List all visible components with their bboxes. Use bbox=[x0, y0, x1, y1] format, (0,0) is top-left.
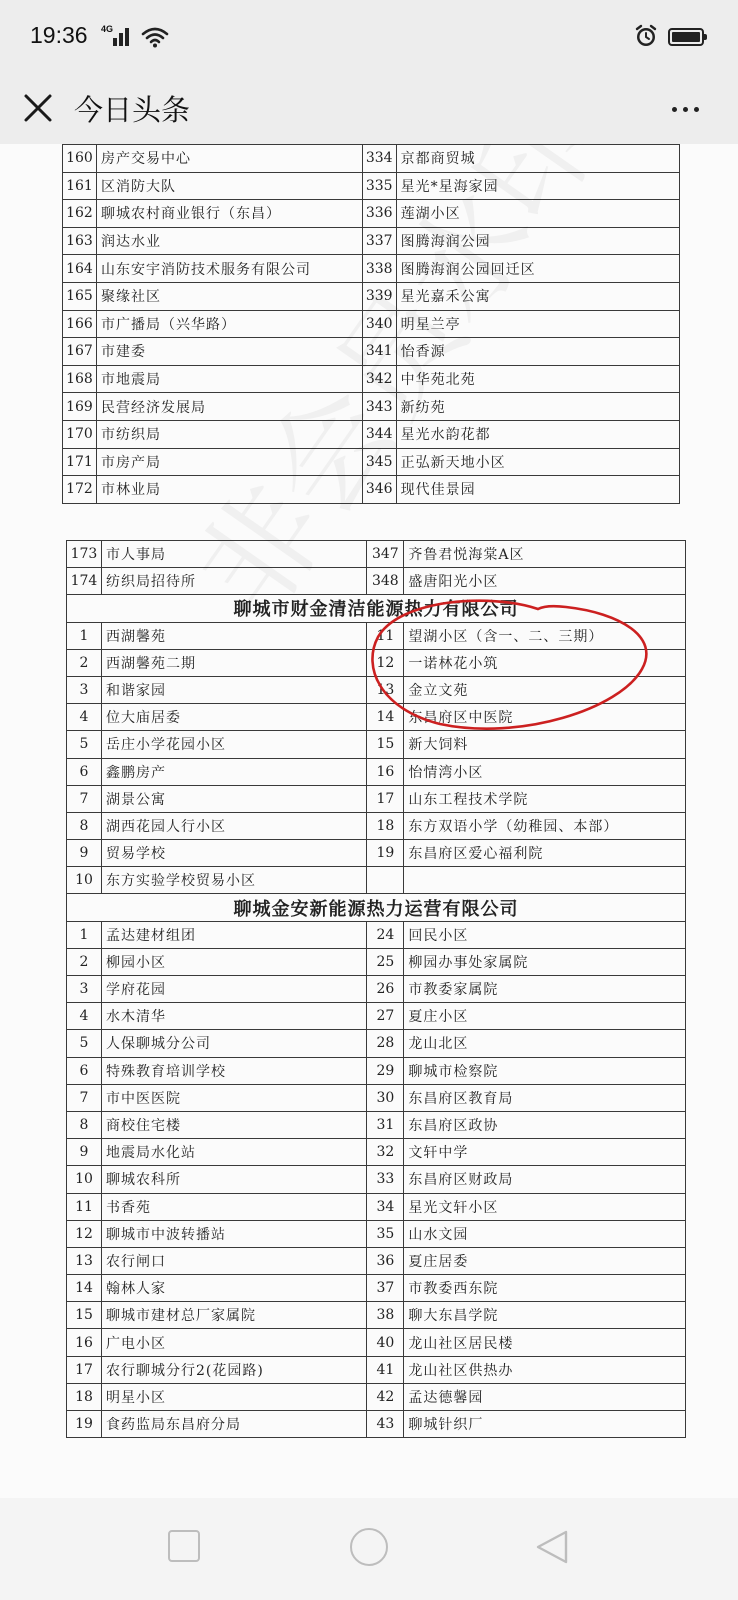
row-number-right: 25 bbox=[367, 948, 404, 975]
network-type: 4G bbox=[101, 24, 114, 34]
site-name-right: 东方双语小学（幼稚园、本部） bbox=[404, 812, 686, 839]
row-number-left: 5 bbox=[67, 731, 102, 758]
battery-icon bbox=[668, 28, 704, 46]
site-name-right: 金立文苑 bbox=[404, 676, 686, 703]
table-row bbox=[67, 1030, 686, 1057]
table-row bbox=[67, 1329, 686, 1356]
row-number-left: 165 bbox=[63, 282, 97, 310]
site-name-right: 一诺林花小筑 bbox=[404, 649, 686, 676]
table-row bbox=[63, 172, 680, 200]
row-number-right: 27 bbox=[367, 1003, 404, 1030]
site-name-right: 图腾海润公园 bbox=[396, 227, 679, 255]
document-view[interactable] bbox=[0, 144, 738, 1498]
site-name-right: 星光嘉禾公寓 bbox=[396, 282, 679, 310]
site-name-right: 盛唐阳光小区 bbox=[404, 568, 686, 595]
site-name-right: 中华苑北苑 bbox=[396, 365, 679, 393]
row-number-right: 339 bbox=[362, 282, 396, 310]
site-name-left: 广电小区 bbox=[101, 1329, 366, 1356]
row-number-left: 6 bbox=[67, 758, 102, 785]
row-number-right: 334 bbox=[362, 145, 396, 173]
site-name-right: 现代佳景园 bbox=[396, 476, 679, 504]
site-name-right bbox=[404, 867, 686, 894]
row-number-right: 34 bbox=[367, 1193, 404, 1220]
table-row bbox=[63, 227, 680, 255]
table-row bbox=[63, 145, 680, 173]
site-name-left: 农行聊城分行2(花园路) bbox=[101, 1356, 366, 1383]
site-name-right: 正弘新天地小区 bbox=[396, 448, 679, 476]
row-number-right: 344 bbox=[362, 420, 396, 448]
site-name-left: 纺织局招待所 bbox=[101, 568, 366, 595]
row-number-right: 348 bbox=[367, 568, 404, 595]
site-name-left: 聊城农科所 bbox=[101, 1166, 366, 1193]
row-number-left: 5 bbox=[67, 1030, 102, 1057]
table-row bbox=[67, 1193, 686, 1220]
table-row bbox=[67, 649, 686, 676]
site-name-right: 聊城针织厂 bbox=[404, 1411, 686, 1438]
row-number-left: 2 bbox=[67, 649, 102, 676]
row-number-right: 17 bbox=[367, 785, 404, 812]
row-number-left: 164 bbox=[63, 255, 97, 283]
page1-table bbox=[62, 144, 680, 504]
row-number-left: 3 bbox=[67, 676, 102, 703]
site-name-left: 食药监局东昌府分局 bbox=[101, 1411, 366, 1438]
row-number-left: 161 bbox=[63, 172, 97, 200]
home-icon[interactable] bbox=[350, 1528, 388, 1566]
table-row bbox=[67, 976, 686, 1003]
row-number-right: 29 bbox=[367, 1057, 404, 1084]
site-name-right: 聊大东昌学院 bbox=[404, 1302, 686, 1329]
section-title-jinan: 聊城金安新能源热力运营有限公司 bbox=[67, 894, 686, 921]
row-number-left: 10 bbox=[67, 1166, 102, 1193]
row-number-right: 338 bbox=[362, 255, 396, 283]
site-name-right: 星光*星海家园 bbox=[396, 172, 679, 200]
app-bar bbox=[0, 74, 738, 144]
row-number-right: 345 bbox=[362, 448, 396, 476]
row-number-right: 37 bbox=[367, 1275, 404, 1302]
table-row bbox=[67, 785, 686, 812]
table-row bbox=[67, 568, 686, 595]
more-icon[interactable] bbox=[660, 92, 710, 126]
row-number-right: 31 bbox=[367, 1111, 404, 1138]
site-name-left: 市建委 bbox=[96, 338, 362, 366]
table-row bbox=[67, 867, 686, 894]
site-name-left: 湖西花园人行小区 bbox=[101, 812, 366, 839]
site-name-left: 市地震局 bbox=[96, 365, 362, 393]
row-number-left: 8 bbox=[67, 1111, 102, 1138]
page2-table bbox=[66, 540, 686, 1438]
row-number-right: 32 bbox=[367, 1139, 404, 1166]
site-name-right: 京都商贸城 bbox=[396, 145, 679, 173]
table-row bbox=[67, 812, 686, 839]
site-name-right: 东昌府区爱心福利院 bbox=[404, 840, 686, 867]
site-name-left: 孟达建材组团 bbox=[101, 921, 366, 948]
row-number-right: 24 bbox=[367, 921, 404, 948]
site-name-left: 聊城市建材总厂家属院 bbox=[101, 1302, 366, 1329]
row-number-left: 9 bbox=[67, 1139, 102, 1166]
table-row bbox=[67, 840, 686, 867]
table-row bbox=[67, 1057, 686, 1084]
table-row bbox=[67, 541, 686, 568]
row-number-left: 17 bbox=[67, 1356, 102, 1383]
site-name-left: 东方实验学校贸易小区 bbox=[101, 867, 366, 894]
site-name-left: 润达水业 bbox=[96, 227, 362, 255]
site-name-right: 东昌府区政协 bbox=[404, 1111, 686, 1138]
site-name-right: 东昌府区教育局 bbox=[404, 1084, 686, 1111]
row-number-left: 7 bbox=[67, 1084, 102, 1111]
table-row bbox=[63, 338, 680, 366]
row-number-right: 41 bbox=[367, 1356, 404, 1383]
row-number-left: 174 bbox=[67, 568, 102, 595]
table-row bbox=[67, 676, 686, 703]
table-row bbox=[67, 1275, 686, 1302]
row-number-left: 7 bbox=[67, 785, 102, 812]
row-number-right: 342 bbox=[362, 365, 396, 393]
table-row bbox=[67, 948, 686, 975]
row-number-left: 12 bbox=[67, 1220, 102, 1247]
row-number-left: 8 bbox=[67, 812, 102, 839]
status-bar bbox=[0, 0, 738, 74]
site-name-left: 聊城农村商业银行（东昌） bbox=[96, 200, 362, 228]
table-row bbox=[67, 1111, 686, 1138]
row-number-left: 4 bbox=[67, 1003, 102, 1030]
row-number-right bbox=[367, 867, 404, 894]
site-name-right: 夏庄居委 bbox=[404, 1247, 686, 1274]
site-name-left: 房产交易中心 bbox=[96, 145, 362, 173]
site-name-left: 翰林人家 bbox=[101, 1275, 366, 1302]
row-number-left: 14 bbox=[67, 1275, 102, 1302]
wifi-icon bbox=[141, 26, 169, 48]
row-number-left: 3 bbox=[67, 976, 102, 1003]
site-name-right: 怡香源 bbox=[396, 338, 679, 366]
row-number-left: 168 bbox=[63, 365, 97, 393]
site-name-right: 望湖小区（含一、二、三期） bbox=[404, 622, 686, 649]
table-row bbox=[67, 1139, 686, 1166]
row-number-right: 335 bbox=[362, 172, 396, 200]
table-row bbox=[67, 1084, 686, 1111]
row-number-right: 40 bbox=[367, 1329, 404, 1356]
row-number-left: 4 bbox=[67, 704, 102, 731]
row-number-right: 340 bbox=[362, 310, 396, 338]
row-number-left: 6 bbox=[67, 1057, 102, 1084]
site-name-left: 市广播局（兴华路） bbox=[96, 310, 362, 338]
row-number-left: 171 bbox=[63, 448, 97, 476]
site-name-left: 岳庄小学花园小区 bbox=[101, 731, 366, 758]
row-number-left: 1 bbox=[67, 622, 102, 649]
row-number-right: 28 bbox=[367, 1030, 404, 1057]
site-name-left: 位大庙居委 bbox=[101, 704, 366, 731]
site-name-left: 地震局水化站 bbox=[101, 1139, 366, 1166]
site-name-left: 特殊教育培训学校 bbox=[101, 1057, 366, 1084]
table-row bbox=[67, 758, 686, 785]
site-name-left: 商校住宅楼 bbox=[101, 1111, 366, 1138]
site-name-right: 怡情湾小区 bbox=[404, 758, 686, 785]
row-number-left: 13 bbox=[67, 1247, 102, 1274]
signal-icon bbox=[101, 24, 131, 46]
row-number-right: 43 bbox=[367, 1411, 404, 1438]
app-title: 今日头条 bbox=[74, 93, 191, 127]
site-name-right: 回民小区 bbox=[404, 921, 686, 948]
site-name-right: 龙山北区 bbox=[404, 1030, 686, 1057]
table-row bbox=[63, 393, 680, 421]
site-name-left: 山东安宇消防技术服务有限公司 bbox=[96, 255, 362, 283]
site-name-left: 水木清华 bbox=[101, 1003, 366, 1030]
row-number-left: 11 bbox=[67, 1193, 102, 1220]
site-name-left: 市纺织局 bbox=[96, 420, 362, 448]
row-number-right: 36 bbox=[367, 1247, 404, 1274]
site-name-left: 湖景公寓 bbox=[101, 785, 366, 812]
page-break bbox=[0, 506, 738, 536]
row-number-left: 163 bbox=[63, 227, 97, 255]
table-row bbox=[67, 704, 686, 731]
site-name-left: 西湖馨苑 bbox=[101, 622, 366, 649]
row-number-left: 18 bbox=[67, 1383, 102, 1410]
row-number-left: 166 bbox=[63, 310, 97, 338]
site-name-left: 聚缘社区 bbox=[96, 282, 362, 310]
site-name-right: 星光水韵花都 bbox=[396, 420, 679, 448]
row-number-left: 16 bbox=[67, 1329, 102, 1356]
row-number-left: 172 bbox=[63, 476, 97, 504]
system-nav-bar bbox=[0, 1498, 738, 1600]
site-name-left: 鑫鹏房产 bbox=[101, 758, 366, 785]
site-name-right: 市教委家属院 bbox=[404, 976, 686, 1003]
table-row bbox=[67, 1166, 686, 1193]
row-number-left: 162 bbox=[63, 200, 97, 228]
table-row bbox=[67, 1383, 686, 1410]
row-number-left: 167 bbox=[63, 338, 97, 366]
table-row bbox=[67, 1220, 686, 1247]
site-name-left: 贸易学校 bbox=[101, 840, 366, 867]
table-row bbox=[63, 255, 680, 283]
table-row bbox=[63, 365, 680, 393]
row-number-right: 16 bbox=[367, 758, 404, 785]
section-row bbox=[67, 894, 686, 921]
row-number-left: 9 bbox=[67, 840, 102, 867]
site-name-left: 明星小区 bbox=[101, 1383, 366, 1410]
site-name-right: 龙山社区供热办 bbox=[404, 1356, 686, 1383]
site-name-left: 和谐家园 bbox=[101, 676, 366, 703]
table-row bbox=[67, 1411, 686, 1438]
row-number-right: 35 bbox=[367, 1220, 404, 1247]
row-number-left: 1 bbox=[67, 921, 102, 948]
row-number-right: 11 bbox=[367, 622, 404, 649]
site-name-left: 人保聊城分公司 bbox=[101, 1030, 366, 1057]
site-name-right: 新纺苑 bbox=[396, 393, 679, 421]
table-row bbox=[67, 731, 686, 758]
site-name-right: 新大饲料 bbox=[404, 731, 686, 758]
site-name-right: 文轩中学 bbox=[404, 1139, 686, 1166]
row-number-right: 347 bbox=[367, 541, 404, 568]
table-row bbox=[63, 476, 680, 504]
row-number-right: 12 bbox=[367, 649, 404, 676]
row-number-left: 2 bbox=[67, 948, 102, 975]
site-name-left: 书香苑 bbox=[101, 1193, 366, 1220]
site-name-right: 夏庄小区 bbox=[404, 1003, 686, 1030]
table-row bbox=[67, 622, 686, 649]
table-row bbox=[63, 282, 680, 310]
row-number-right: 42 bbox=[367, 1383, 404, 1410]
row-number-right: 30 bbox=[367, 1084, 404, 1111]
row-number-left: 173 bbox=[67, 541, 102, 568]
row-number-left: 10 bbox=[67, 867, 102, 894]
alarm-icon bbox=[634, 24, 658, 48]
table-row bbox=[63, 448, 680, 476]
site-name-right: 齐鲁君悦海棠A区 bbox=[404, 541, 686, 568]
row-number-right: 346 bbox=[362, 476, 396, 504]
site-name-right: 莲湖小区 bbox=[396, 200, 679, 228]
site-name-left: 学府花园 bbox=[101, 976, 366, 1003]
site-name-right: 图腾海润公园回迁区 bbox=[396, 255, 679, 283]
site-name-left: 市房产局 bbox=[96, 448, 362, 476]
site-name-left: 民营经济发展局 bbox=[96, 393, 362, 421]
site-name-left: 市人事局 bbox=[101, 541, 366, 568]
row-number-right: 19 bbox=[367, 840, 404, 867]
row-number-right: 15 bbox=[367, 731, 404, 758]
site-name-right: 柳园办事处家属院 bbox=[404, 948, 686, 975]
site-name-left: 市林业局 bbox=[96, 476, 362, 504]
site-name-right: 龙山社区居民楼 bbox=[404, 1329, 686, 1356]
status-time: 19:36 bbox=[30, 22, 88, 48]
table-row bbox=[67, 921, 686, 948]
table-row bbox=[63, 420, 680, 448]
site-name-right: 孟达德馨园 bbox=[404, 1383, 686, 1410]
site-name-left: 市中医医院 bbox=[101, 1084, 366, 1111]
row-number-right: 337 bbox=[362, 227, 396, 255]
row-number-right: 336 bbox=[362, 200, 396, 228]
table-row bbox=[67, 1302, 686, 1329]
site-name-right: 山东工程技术学院 bbox=[404, 785, 686, 812]
site-name-right: 明星兰亭 bbox=[396, 310, 679, 338]
site-name-left: 柳园小区 bbox=[101, 948, 366, 975]
row-number-right: 13 bbox=[367, 676, 404, 703]
back-icon[interactable] bbox=[534, 1528, 570, 1566]
row-number-left: 169 bbox=[63, 393, 97, 421]
row-number-left: 15 bbox=[67, 1302, 102, 1329]
site-name-left: 聊城市中波转播站 bbox=[101, 1220, 366, 1247]
site-name-right: 东昌府区财政局 bbox=[404, 1166, 686, 1193]
row-number-right: 26 bbox=[367, 976, 404, 1003]
section-row bbox=[67, 595, 686, 622]
site-name-left: 区消防大队 bbox=[96, 172, 362, 200]
row-number-right: 341 bbox=[362, 338, 396, 366]
table-row bbox=[67, 1003, 686, 1030]
row-number-left: 160 bbox=[63, 145, 97, 173]
section-title-caijin: 聊城市财金清洁能源热力有限公司 bbox=[67, 595, 686, 622]
row-number-right: 33 bbox=[367, 1166, 404, 1193]
row-number-right: 18 bbox=[367, 812, 404, 839]
row-number-right: 38 bbox=[367, 1302, 404, 1329]
close-icon[interactable] bbox=[18, 88, 58, 128]
table-row bbox=[63, 310, 680, 338]
site-name-left: 农行闸口 bbox=[101, 1247, 366, 1274]
site-name-right: 星光文轩小区 bbox=[404, 1193, 686, 1220]
row-number-right: 14 bbox=[367, 704, 404, 731]
site-name-left: 西湖馨苑二期 bbox=[101, 649, 366, 676]
site-name-right: 山水文园 bbox=[404, 1220, 686, 1247]
table-row bbox=[67, 1356, 686, 1383]
row-number-left: 19 bbox=[67, 1411, 102, 1438]
recent-apps-icon[interactable] bbox=[168, 1530, 200, 1562]
site-name-right: 市教委西东院 bbox=[404, 1275, 686, 1302]
row-number-left: 170 bbox=[63, 420, 97, 448]
row-number-right: 343 bbox=[362, 393, 396, 421]
table-row bbox=[63, 200, 680, 228]
site-name-right: 聊城市检察院 bbox=[404, 1057, 686, 1084]
table-row bbox=[67, 1247, 686, 1274]
site-name-right: 东昌府区中医院 bbox=[404, 704, 686, 731]
